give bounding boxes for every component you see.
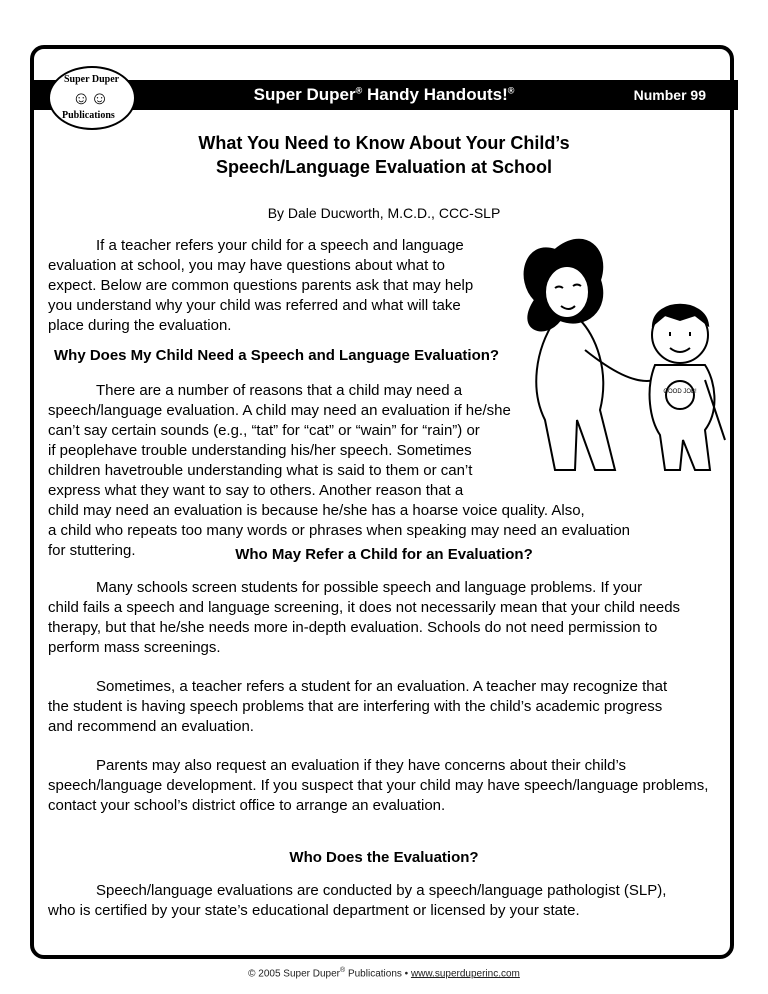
section-heading: Why Does My Child Need a Speech and Language Evaluation?	[54, 347, 500, 364]
series-title: Super Duper® Handy Handouts!®	[253, 85, 515, 104]
mother-child-illustration	[515, 220, 735, 485]
paragraph: Parents may also request an evaluation if they have concerns about their child’s speech/language development. If you suspect that your child may have speech/language problems, contact your school’s district office to arrange an evaluation.	[48, 757, 709, 814]
intro-paragraph: If a teacher refers your child for a speech and language evaluation at school, you may have questions about what to expect. Below are common questions parents ask that may help you understand why your child was referred and what will take place during the evaluation.	[48, 237, 474, 334]
page-title: What You Need to Know About Your Child’s Speech/Language Evaluation at School	[198, 133, 570, 177]
badge-text: GOOD JOB!	[663, 389, 697, 395]
paragraph: Speech/language evaluations are conducted by a speech/language pathologist (SLP), who is certified by your state’s educational department or licensed by your state.	[48, 882, 667, 919]
paragraph: Sometimes, a teacher refers a student for an evaluation. A teacher may recognize that the student is having speech problems that are interfering with the child’s academic progress and recommend an evaluation.	[48, 678, 668, 735]
handout-number: Number 99	[633, 87, 706, 103]
header-band	[30, 80, 738, 110]
section-heading: Who Does the Evaluation?	[289, 849, 479, 866]
section-heading: Who May Refer a Child for an Evaluation?	[235, 546, 533, 563]
website-link[interactable]: www.superduperinc.com	[410, 968, 520, 980]
paragraph: There are a number of reasons that a child may need a speech/language evaluation. A child may need an evaluation if he/she can’t say certain sounds (e.g., “tat” for “cat” or “wain” for “rain”) or if peoplehave trouble understanding his/her speech. Sometimes children havetrouble understanding what is said to them or can’t express what they want to say to others. Another reason that a child may need an evaluation is because he/she has a hoarse voice quality. Also, a child who repeats too many words or phrases when speaking may need an evaluation for stuttering.	[48, 382, 631, 559]
byline: By Dale Ducworth, M.C.D., CCC-SLP	[267, 205, 501, 221]
super-duper-logo: Super Duper ☺☺ Publications	[48, 66, 136, 130]
paragraph: Many schools screen students for possible speech and language problems. If your child fails a speech and language screening, it does not necessarily mean that your child needs therapy, but that he/she needs more in-depth evaluation. Schools do not need permission to perform mass screenings.	[48, 579, 681, 656]
footer: © 2005 Super Duper® Publications • www.superduperinc.com	[248, 967, 520, 980]
